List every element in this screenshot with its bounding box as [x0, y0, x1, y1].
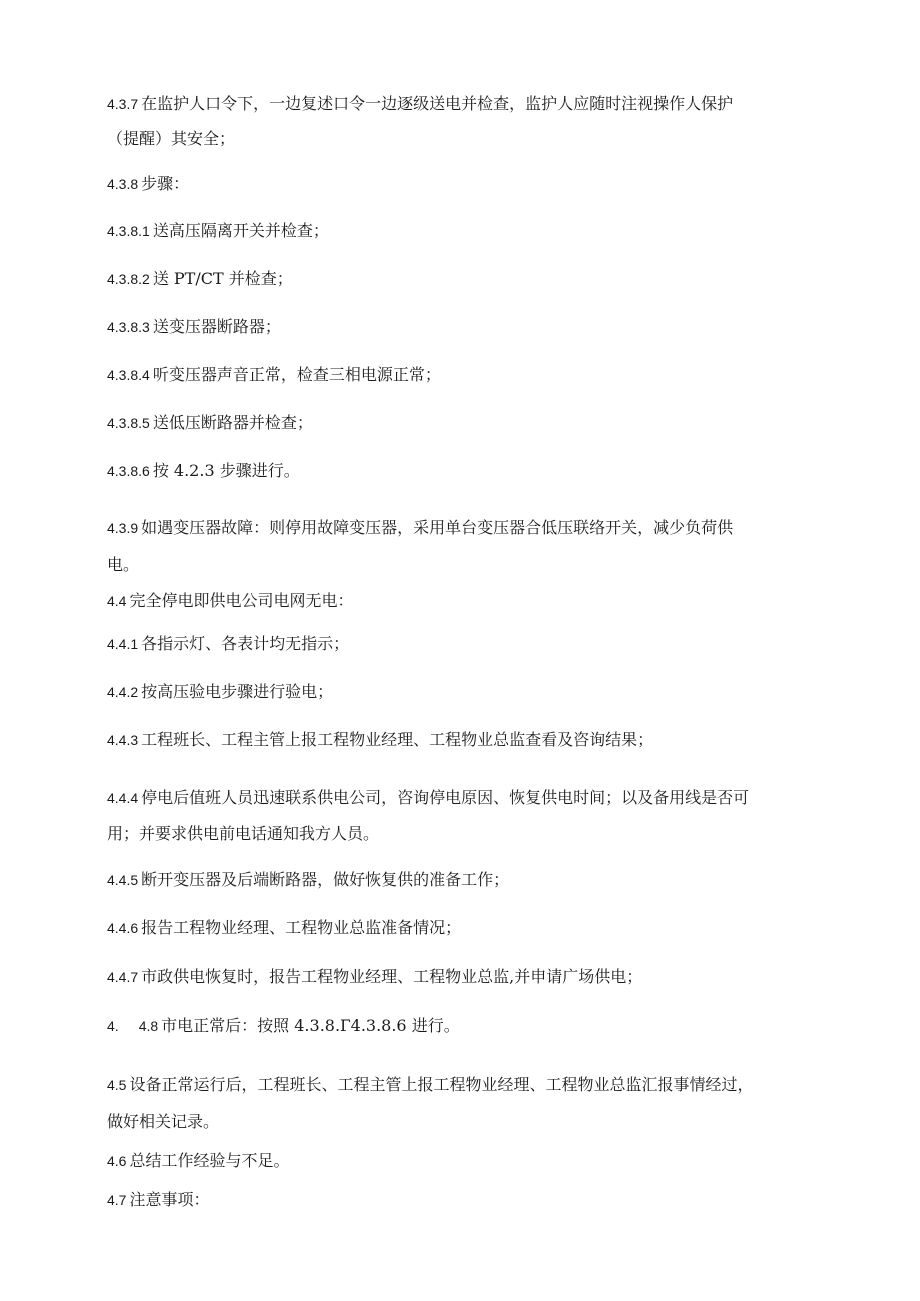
section-number: 4.4.1 — [107, 636, 139, 652]
paragraph-4-4 — [107, 591, 353, 611]
paragraph-text: 送 PT/CT 并检查； — [152, 269, 293, 288]
paragraph-4-3-8-3 — [107, 317, 281, 337]
paragraph-text: 用；并要求供电前电话通知我方人员。 — [107, 824, 380, 843]
section-number-tail: 4.8 — [138, 1018, 159, 1034]
paragraph-text: 按高压验电步骤进行验电； — [141, 682, 334, 701]
section-number: 4.3.8.6 — [107, 463, 150, 479]
paragraph-4-6 — [107, 1151, 289, 1171]
paragraph-text: 电。 — [107, 555, 140, 574]
paragraph-4-4-2 — [107, 682, 333, 702]
paragraph-4-4-6 — [107, 918, 461, 938]
paragraph-4-4-4 — [107, 788, 749, 808]
section-number: 4.4.5 — [107, 872, 139, 888]
paragraph-text: 断开变压器及后端断路器，做好恢复供的准备工作； — [141, 870, 510, 889]
section-number: 4.4.3 — [107, 732, 139, 748]
paragraph-text: 设备正常运行后，工程班长、工程主管上报工程物业经理、工程物业总监汇报事情经过， — [129, 1075, 754, 1094]
paragraph-4-3-8-2 — [107, 269, 293, 289]
section-number: 4.3.8.2 — [107, 271, 150, 287]
paragraph-text: 报告工程物业经理、工程物业总监准备情况； — [141, 918, 462, 937]
paragraph-text: 市电正常后：按照 4.3.8.Г4.3.8.6 进行。 — [161, 1016, 460, 1035]
paragraph-4-3-9 — [107, 518, 733, 538]
paragraph-4-4-1 — [107, 634, 349, 654]
section-number: 4.3.7 — [107, 96, 139, 112]
paragraph-text: 送变压器断路器； — [152, 317, 281, 336]
paragraph-4-4-7 — [107, 967, 642, 987]
paragraph-text: 送高压隔离开关并检查； — [152, 221, 329, 240]
paragraph-text: 步骤： — [141, 174, 190, 193]
paragraph-text: 注意事项： — [129, 1190, 210, 1209]
paragraph-4-4-5 — [107, 870, 509, 890]
paragraph-4-5-cont — [107, 1112, 219, 1132]
paragraph-text: 工程班长、工程主管上报工程物业经理、工程物业总监查看及咨询结果； — [141, 730, 654, 749]
paragraph-4-7 — [107, 1190, 209, 1210]
paragraph-4-5 — [107, 1075, 753, 1095]
section-number: 4. — [107, 1018, 119, 1034]
section-number: 4.3.8.4 — [107, 367, 150, 383]
paragraph-text: 在监护人口令下，一边复述口令一边逐级送电并检查，监护人应随时注视操作人保护 — [141, 94, 734, 113]
paragraph-4-4-8 — [107, 1016, 460, 1036]
paragraph-text: 各指示灯、各表计均无指示； — [141, 634, 350, 653]
paragraph-text: 按 4.2.3 步骤进行。 — [152, 461, 300, 480]
section-number: 4.4 — [107, 593, 127, 609]
paragraph-4-3-9-cont — [107, 555, 139, 575]
section-number: 4.4.7 — [107, 969, 139, 985]
section-number: 4.5 — [107, 1077, 127, 1093]
paragraph-4-4-3 — [107, 730, 653, 750]
paragraph-4-3-7 — [107, 94, 733, 114]
paragraph-text: 如遇变压器故障：则停用故障变压器，采用单台变压器合低压联络开关，减少负荷供 — [141, 518, 734, 537]
paragraph-text: 总结工作经验与不足。 — [129, 1151, 290, 1170]
paragraph-text: （提醒）其安全； — [107, 129, 236, 148]
paragraph-text: 完全停电即供电公司电网无电： — [129, 591, 354, 610]
paragraph-4-3-8-4 — [107, 365, 441, 385]
paragraph-4-3-8-6 — [107, 461, 300, 481]
paragraph-4-4-4-cont — [107, 824, 379, 844]
paragraph-text: 停电后值班人员迅速联系供电公司，咨询停电原因、恢复供电时间；以及备用线是否可 — [141, 788, 750, 807]
section-number: 4.7 — [107, 1192, 127, 1208]
section-number: 4.3.8.1 — [107, 223, 150, 239]
section-number: 4.4.4 — [107, 790, 139, 806]
paragraph-4-3-7-cont — [107, 129, 235, 149]
section-number: 4.6 — [107, 1153, 127, 1169]
section-number: 4.3.8 — [107, 176, 139, 192]
section-number: 4.4.6 — [107, 920, 139, 936]
paragraph-text: 做好相关记录。 — [107, 1112, 220, 1131]
paragraph-4-3-8-1 — [107, 221, 329, 241]
paragraph-text: 市政供电恢复时，报告工程物业经理、工程物业总监,并申请广场供电； — [141, 967, 643, 986]
paragraph-text: 送低压断路器并检查； — [152, 413, 313, 432]
paragraph-4-3-8 — [107, 174, 189, 194]
section-number: 4.4.2 — [107, 684, 139, 700]
section-number: 4.3.8.5 — [107, 415, 150, 431]
section-number: 4.3.8.3 — [107, 319, 150, 335]
paragraph-text: 听变压器声音正常，检查三相电源正常； — [152, 365, 441, 384]
paragraph-4-3-8-5 — [107, 413, 313, 433]
section-number: 4.3.9 — [107, 520, 139, 536]
